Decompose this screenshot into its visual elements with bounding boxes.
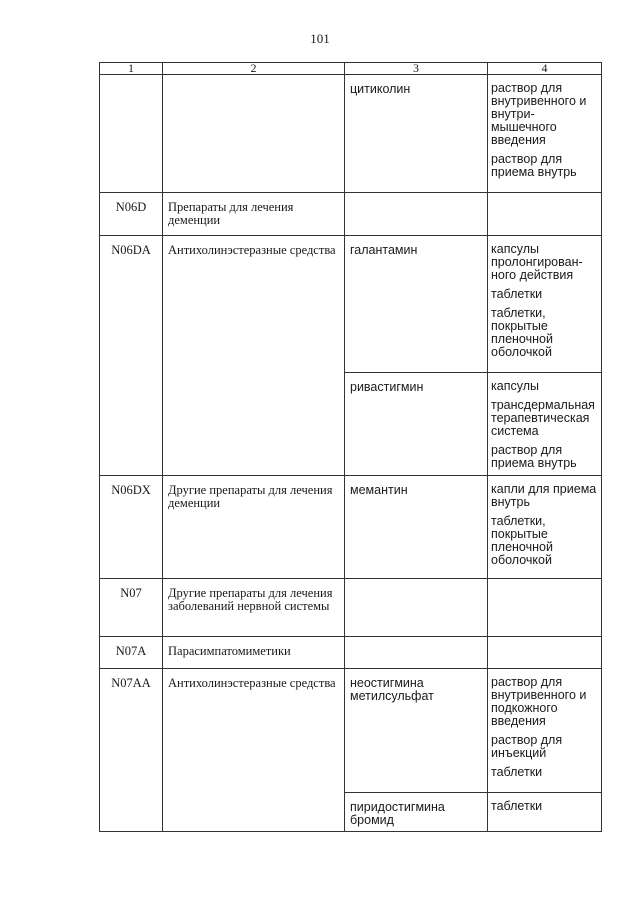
table-row — [100, 193, 602, 236]
dosage-form-item: трансдермальная терапевтическая система — [491, 398, 595, 438]
table-row — [100, 669, 602, 793]
dosage-form-item: таблетки, покрытые пленочной оболочкой — [491, 514, 553, 567]
medication-table — [99, 62, 602, 832]
table-row — [100, 637, 602, 669]
dosage-form-item: раствор для приема внутрь — [491, 443, 577, 470]
group-name: Другие препараты для лечения заболеваний нервной системы — [163, 579, 345, 637]
atc-code: N07A — [100, 637, 163, 669]
dosage-form-item: таблетки — [491, 765, 543, 779]
substance-name — [345, 637, 488, 669]
dosage-form-item: раствор для внутривенного и подкожного введения — [491, 675, 587, 728]
group-name: Антихолинэстеразные средства — [163, 236, 345, 476]
dosage-forms — [488, 476, 602, 579]
atc-code: N06D — [100, 193, 163, 236]
atc-code — [100, 75, 163, 193]
substance-name: галантамин — [345, 236, 488, 373]
dosage-form-item: раствор для инъекций — [491, 733, 563, 760]
dosage-form-item: таблетки — [491, 799, 543, 813]
dosage-forms — [488, 75, 602, 193]
dosage-forms — [488, 193, 602, 236]
dosage-form-item: раствор для приема внутрь — [491, 152, 577, 179]
dosage-form-item: таблетки — [491, 287, 543, 301]
column-header-3: 3 — [345, 63, 488, 75]
dosage-form-item: раствор для внутривенного и внутри-мышечного введения — [491, 81, 587, 147]
column-header-2: 2 — [163, 63, 345, 75]
dosage-form-item: капсулы пролонгирован-ного действия — [491, 242, 583, 282]
column-header-4: 4 — [488, 63, 602, 75]
substance-name: ривастигмин — [345, 373, 488, 476]
substance-name — [345, 579, 488, 637]
group-name: Другие препараты для лечения деменции — [163, 476, 345, 579]
group-name: Парасимпатомиметики — [163, 637, 345, 669]
dosage-form-item: капли для приема внутрь — [491, 482, 597, 509]
dosage-form-item: капсулы — [491, 379, 539, 393]
substance-name: цитиколин — [345, 75, 488, 193]
substance-name: мемантин — [345, 476, 488, 579]
table-row — [100, 579, 602, 637]
dosage-forms — [488, 579, 602, 637]
column-header-1: 1 — [100, 63, 163, 75]
table-row — [100, 476, 602, 579]
atc-code: N06DA — [100, 236, 163, 476]
dosage-forms — [488, 637, 602, 669]
substance-name — [345, 193, 488, 236]
page-number: 101 — [310, 31, 330, 46]
atc-code: N06DX — [100, 476, 163, 579]
atc-code: N07 — [100, 579, 163, 637]
substance-name: неостигмина метилсульфат — [345, 669, 488, 793]
atc-code: N07AA — [100, 669, 163, 832]
table-header-row — [100, 63, 602, 75]
dosage-forms — [488, 373, 602, 476]
substance-name: пиридостигмина бромид — [345, 793, 488, 832]
group-name — [163, 75, 345, 193]
group-name: Антихолинэстеразные средства — [163, 669, 345, 832]
dosage-forms — [488, 669, 602, 793]
dosage-forms — [488, 793, 602, 832]
dosage-forms — [488, 236, 602, 373]
table-row — [100, 75, 602, 193]
table-row — [100, 236, 602, 373]
group-name: Препараты для лечения деменции — [163, 193, 345, 236]
dosage-form-item: таблетки, покрытые пленочной оболочкой — [491, 306, 553, 359]
